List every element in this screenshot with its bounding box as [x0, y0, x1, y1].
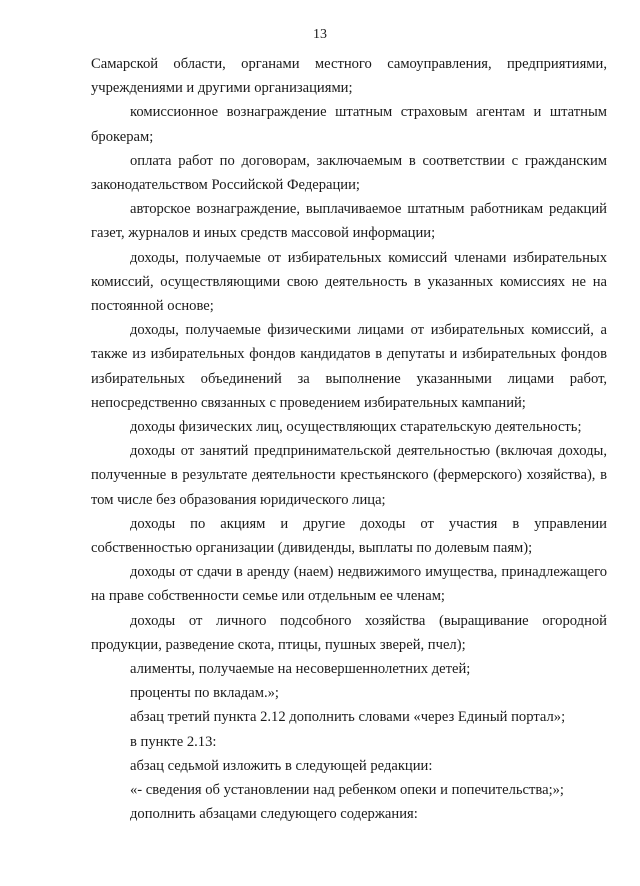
paragraph: доходы от сдачи в аренду (наем) недвижимого имущества, принадлежащего на праве собственности семье или отдельным ее членам; [91, 564, 607, 605]
paragraph: доходы, получаемые физическими лицами от избирательных комиссий, а также из избирательных фондов кандидатов в депутаты и избирательных фондов избирательных объединений за выполнение указанными лицами работ, непосредственно связанных с проведением избирательных кампаний; [91, 322, 607, 411]
paragraph: доходы, получаемые от избирательных комиссий членами избирательных комиссий, осуществляющими свою деятельность в указанных комиссиях не на постоянной основе; [91, 249, 607, 315]
paragraph: комиссионное вознаграждение штатным страховым агентам и штатным брокерам; [91, 104, 607, 145]
paragraph: проценты по вкладам.»; [130, 685, 279, 702]
paragraph: авторское вознаграждение, выплачиваемое штатным работникам редакций газет, журналов и иных средств массовой информации; [91, 201, 607, 242]
paragraph: доходы от личного подсобного хозяйства (выращивание огородной продукции, разведение скота, птицы, пушных зверей, пчел); [91, 612, 607, 653]
page-number: 13 [313, 27, 327, 42]
document-body [91, 52, 607, 827]
paragraph: доходы по акциям и другие доходы от участия в управлении собственностью организации (дивиденды, выплаты по долевым паям); [91, 515, 607, 557]
paragraph: доходы от занятий предпринимательской деятельностью (включая доходы, полученные в результате деятельности крестьянского (фермерского) хозяйства), в том числе без образования юридического лица; [91, 443, 607, 508]
paragraph: доходы физических лиц, осуществляющих старательскую деятельность; [130, 419, 582, 436]
paragraph: абзац седьмой изложить в следующей редакции: [130, 757, 433, 774]
paragraph-continuation: Самарской области, органами местного самоуправления, предприятиями, учреждениями и другими организациями; [91, 56, 607, 97]
paragraph: оплата работ по договорам, заключаемым в соответствии с гражданским законодательством Российской Федерации; [91, 152, 607, 194]
paragraph: дополнить абзацами следующего содержания: [130, 806, 418, 823]
paragraph: в пункте 2.13: [130, 733, 217, 750]
paragraph: абзац третий пункта 2.12 дополнить словами «через Единый портал»; [130, 709, 566, 726]
paragraph: алименты, получаемые на несовершеннолетних детей; [130, 661, 471, 678]
paragraph: «- сведения об установлении над ребенком опеки и попечительства;»; [130, 782, 564, 799]
